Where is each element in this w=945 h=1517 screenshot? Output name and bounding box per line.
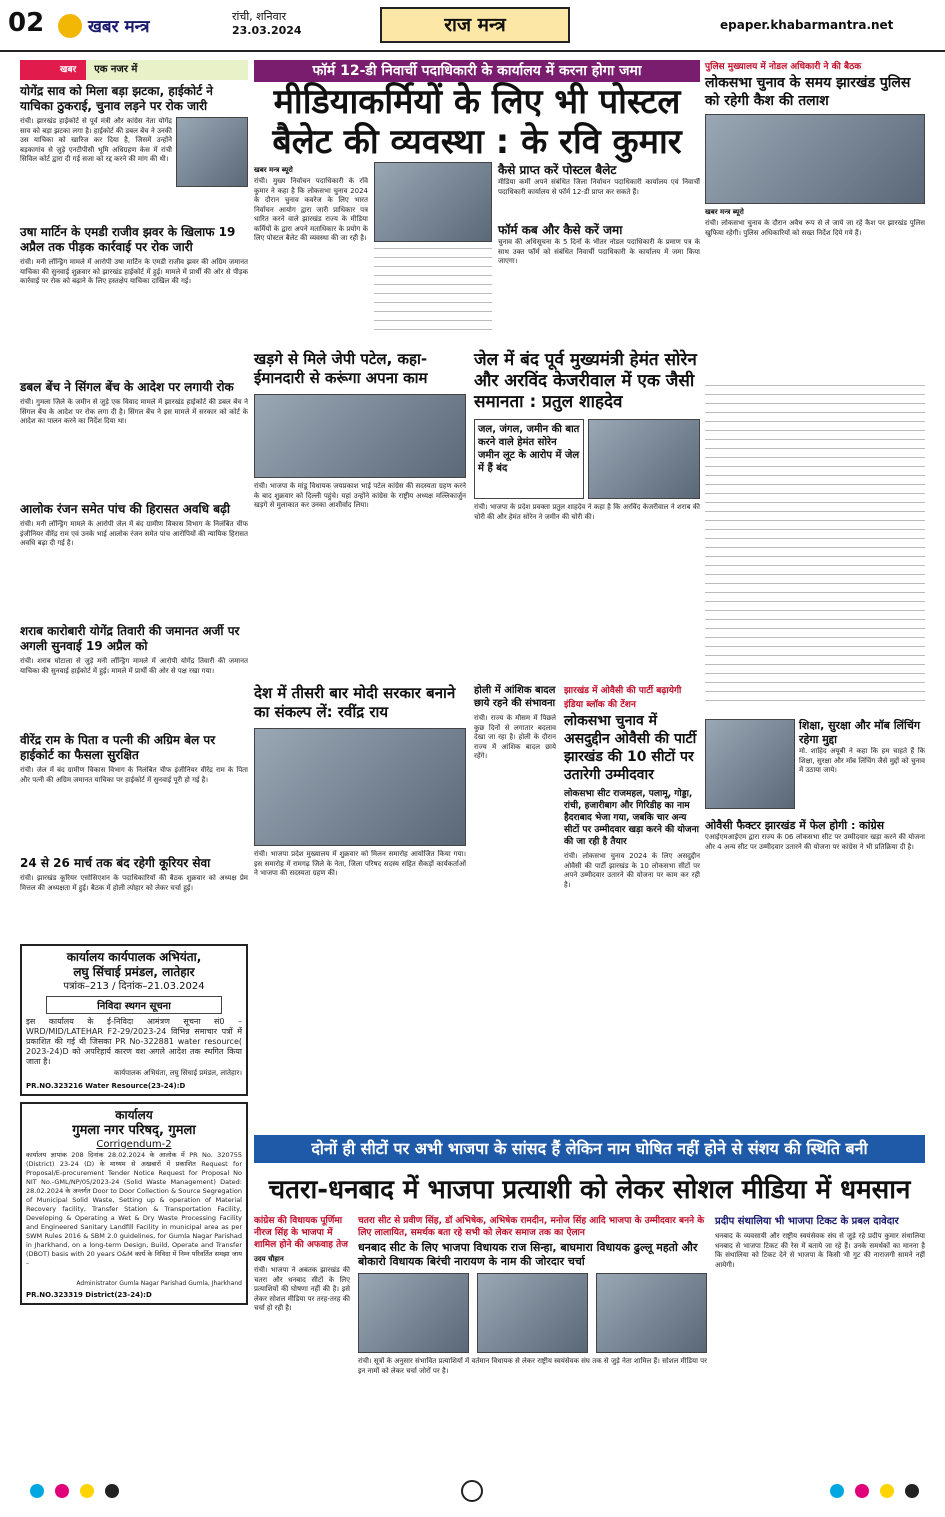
brief-text: रांची। जेल में बंद ग्रामीण विकास विभाग के निलंबित चीफ इंजीनियर वीरेंद्र राम के पिता और पत्नी की अग्रिम जमानत याचिका पर हाईकोर्ट में सुनवाई पूरी हो गई है। [20,766,248,784]
color-dot-icon [855,1484,869,1498]
story-strap: पुलिस मुख्यालय में नोडल अधिकारी ने की बैठक [705,62,862,72]
brief-text: रांची। मनी लॉन्ड्रिंग मामले के आरोपी जेल में बंद ग्रामीण विकास विभाग के निलंबित चीफ इंजीनियर वीरेंद्र राम एवं उनके भाई आलोक रंजन समेत पांच आरोपियों की न्यायिक हिरासत अवधि बढ़ा दी गई है। [20,520,248,547]
tag-brand: खबर [20,60,86,80]
lead-text: रांची। मुख्य निर्वाचन पदाधिकारी के रवि कुमार ने कहा है कि लोकसभा चुनाव 2024 के दौरान चुनाव कवरेज के लिए भारत निर्वाचन आयोग द्वारा जारी प्राधिकार पत्र धारित करने वाले झारखंड राज्य के मीडिया कर्मियों के द्वारा अपने मताधिकार के प्रयोग के लिए पोस्टल बैलेट की व्यवस्था की जा रही है। [254,177,368,242]
color-dot-icon [905,1484,919,1498]
ad-pr-number: PR.NO.323216 Water Resource(23-24):D [26,1081,186,1090]
story-headline: लोकसभा चुनाव में असदुद्दीन ओवैसी की पार्टी झारखंड की 10 सीटों पर उतारेगी उम्मीदवार [564,713,697,783]
story-text: मो. शाहिद अयूबी ने कहा कि हम चाहते हैं कि शिक्षा, सुरक्षा और मॉब लिंचिंग जैसे मुद्दों को चुनाव में उठाया जाये। [799,747,925,774]
color-dot-icon [880,1484,894,1498]
byline: उदय चौहान [254,1255,284,1263]
story-headline: जेल में बंद पूर्व मुख्यमंत्री हेमंत सोरेन और अरविंद केजरीवाल में एक जैसी समानता : प्रतुल शाहदेव [474,350,697,412]
story-text: रांची। भाजपा प्रदेश मुख्यालय में शुक्रवार को मिलन समारोह आयोजित किया गया। इस समारोह में रामगढ़ जिले के नेता, जिला परिषद सदस्य सहित सैकड़ों कार्यकर्ताओं ने भाजपा की सदस्यता ग्रहण की। [254,850,466,877]
masthead [0,0,945,52]
story-text: रांची। भाजपा के प्रदेश प्रवक्ता प्रतुल शाहदेव ने कहा है कि अरविंद केजरीवाल ने शराब की चोरी की और हेमंत सोरेन ने जमीन की चोरी की। [474,503,700,521]
officer-photo [374,162,492,242]
ad-body: इस कार्यालय के ई-निविदा आमंत्रण सूचना सं0 – WRD/MID/LATEHAR F2-29/2023-24 विभिन्न समाचार पत्रों में प्रकाशित की गई थी जिसका PR No-322881 water resource( 2023-24)D को अपरिहार्य कारण वश अगले आदेश तक स्थगित किया जाता है। [26,1017,242,1066]
bottom-story [254,1215,925,1467]
jp-patel-story [254,350,466,680]
candidate-photo [596,1273,707,1353]
brief-story [20,502,248,620]
ad-title: Corrigendum-2 [96,1138,172,1150]
corrigendum-ad [20,1102,248,1306]
news-brief-tag [20,60,248,80]
page-number: 02 [8,8,45,38]
color-dot-icon [30,1484,44,1498]
subhead-when-to-submit: फॉर्म कब और कैसे करें जमा [498,223,623,237]
color-dot-icon [55,1484,69,1498]
left-column [20,60,248,1470]
brief-headline: शराब कारोबारी योगेंद्र तिवारी की जमानत अर्जी पर अगली सुनवाई 19 अप्रैल को [20,624,240,653]
subhead-text: चुनाव की अधिसूचना के 5 दिनों के भीतर नोडल पदाधिकारी के प्रमाण पत्र के साथ उक्त फॉर्म को संबंधित निवार्ची पदाधिकारी के कार्यालय में जमा किया जाएगा। [498,238,700,265]
story-text: रांची। भाजपा ने अबतक झारखंड की चतरा और धनबाद सीटों के लिए प्रत्याशियों की घोषणा नहीं की है। इसे लेकर सोशल मीडिया पर तरह-तरह की चर्चा हो रही है। [254,1266,350,1312]
brief-story [20,624,248,729]
side-headline: कांग्रेस की विधायक पूर्णिमा नीरज सिंह के भाजपा में शामिल होने की अफवाह तेज [254,1216,348,1250]
subhead-how-to-get: कैसे प्राप्त करें पोस्टल बैलेट [498,163,617,177]
brief-story [20,225,248,376]
story-text: रांची। राज्य के मौसम में पिछले कुछ दिनों से लगातार बदलाव देखा जा रहा है। होली के दौरान राज्य में आंशिक बादल छाये रहेंगे। [474,714,556,760]
registration-mark-icon [461,1480,483,1502]
police-meeting-photo [705,114,925,204]
brief-story [20,84,248,221]
lead-story [254,162,700,342]
dateline [232,10,302,38]
story-headline: शिक्षा, सुरक्षा और मॉब लिंचिंग रहेगा मुद्दा [799,719,921,746]
owaisi-photo [705,719,795,809]
spokesperson-photo [588,419,700,499]
weather-story [474,684,556,1144]
color-dot-icon [830,1484,844,1498]
story-quote: लोकसभा सीट राजमहल, पलामू, गोड्डा, रांची, हजारीबाग और गिरिडीह का नाम हैदराबाद भेजा गया, जबकि चार अन्य सीटों पर उम्मीदवार खड़ा करने की योजना की जा रही है तैयार [564,789,699,847]
pratul-story [474,350,700,680]
issue-date: 23.03.2024 [232,24,302,37]
story-headline: लोकसभा चुनाव के समय झारखंड पुलिस को रहेगी कैश की तलाश [705,75,911,109]
ad-letter: पत्रांक–213 / दिनांक–21.03.2024 [63,981,205,992]
brief-text: रांची। मनी लॉन्ड्रिंग मामले में आरोपी उषा मार्टिन के एमडी राजीव झवर की अग्रिम जमानत याचिका की सुनवाई शुक्रवार को झारखंड हाईकोर्ट में हुई। मामले में प्रार्थी की ओर से पीड़क कार्रवाई पर रोक को बढ़ाने के लिए हस्तक्षेप याचिका दाखिल की गई। [20,258,248,285]
lead-headline-line2: बैलेट की व्यवस्था : के रवि कुमार [272,122,682,162]
story-text: रांची। सूत्रों के अनुसार संभावित प्रत्याशियों में वर्तमान विधायक से लेकर राष्ट्रीय स्वयंसेवक संघ तक से जुड़े नेता शामिल हैं। सोशल मीडिया पर इन नामों को लेकर चर्चा जोरों पर है। [358,1357,707,1375]
color-dot-icon [80,1484,94,1498]
person-photo [176,117,248,187]
brief-story [20,733,248,852]
brief-story [20,856,248,938]
right-headline: प्रदीप संथालिया भी भाजपा टिकट के प्रबल दावेदार [715,1216,899,1227]
ad-office: कार्यालय [115,1107,153,1122]
ad-dept: लघु सिंचाई प्रमंडल, लातेहार [73,965,195,979]
lower-row [254,684,700,1144]
epaper-link[interactable]: epaper.khabarmantra.net [720,18,894,32]
owaisi-story [564,684,700,1144]
center-subhead: धनबाद सीट के लिए भाजपा विधायक राज सिन्हा, बाघमारा विधायक ढुल्लू महतो और बोकारो विधायक बिरंची नारायण के नाम की जोरदार चर्चा [358,1241,698,1268]
city-day: रांची, शनिवार [232,10,287,23]
ad-dept: गुमला नगर परिषद्, गुमला [72,1122,196,1138]
byline: खबर मन्त्र ब्यूरो [705,208,744,216]
story-quote: जल, जंगल, जमीन की बात करने वाले हेमंत सोरेन जमीन लूट के आरोप में जेल में हैं बंद [474,419,584,499]
bottom-strap: दोनों ही सीटों पर अभी भाजपा के सांसद हैं लेकिन नाम घोषित नहीं होने से संशय की स्थिति बनी [254,1135,925,1163]
ravindra-story [254,684,466,1144]
meeting-photo [254,394,466,478]
story-headline: खड़गे से मिले जेपी पटेल, कहा- ईमानदारी से करूंगा अपना काम [254,350,428,387]
brief-headline: डबल बेंच ने सिंगल बेंच के आदेश पर लगायी रोक [20,380,234,394]
ad-sign: कार्यपालक अभियंता, लघु सिंचाई प्रमंडल, लातेहार। [113,1069,242,1077]
lead-strap: फॉर्म 12-डी निवार्ची पदाधिकारी के कार्यालय में करना होगा जमा [254,60,700,82]
story-text: धनबाद के व्यवसायी और राष्ट्रीय स्वयंसेवक संघ से जुड़े रहे प्रदीप कुमार संथालिया धनबाद से भाजपा टिकट की रेस में बताये जा रहे हैं। उनके समर्थकों का मानना है कि संथालिया को टिकट देने से भाजपा के किसी भी गुट की नाराजगी सामने नहीं आयेगी। [715,1232,925,1269]
ad-notice: निविदा स्थगन सूचना [46,996,222,1014]
lead-headline-line1: मीडियाकर्मियों के लिए भी पोस्टल [273,82,681,122]
story-text: रांची। लोकसभा चुनाव के दौरान अवैध रूप से ले जाये जा रहे कैश पर झारखंड पुलिस खुफिया रहेगी। पुलिस अधिकारियों को सख्त निर्देश दिये गये हैं। [705,219,925,237]
ad-body: कार्यालय ज्ञापांक 208 दिनांक 28.02.2024 के आलोक में PR No. 320755 (District) 23-24 (D) के माध्यम से अखबारों में प्रकाशित Request for Proposal/E-procurement Tender Notice Request for Proposal No NIT No.-GML/NP/05/2023-24 (Solid Waste Management) Dated: 28.02.2024 के अन्तर्गत Door to Door Collection & Source Segregation of Municipal Solid Waste, Setting up & operation of Material Recovery facility, Transfer Station & Transportation Facility, Developing & Operating a Wet & Dry Waste Processing Facility and Engineered Sanitary Landfill Facility in municipal area as per SWM Rules 2016 & SBM 2.0 guidelines, for Gumla Nagar Parishad in Jharkhand, on a long-term Design, Build, Operate and Transfer (DBOT) basis with 20 years O&M कार्य के निविदा में निम्न परिवर्तित समझा जाय – [26,1150,242,1267]
brief-headline: उषा मार्टिन के एमडी राजीव झवर के खिलाफ 19 अप्रैल तक पीड़क कार्रवाई पर रोक जारी [20,225,236,254]
brief-headline: आलोक रंजन समेत पांच की हिरासत अवधि बढ़ी [20,502,230,516]
subhead-text: मीडिया कर्मी अपने संबंधित जिला निर्वाचन पदाधिकारी कार्यालय एवं निवार्ची पदाधिकारी कार्यालय से फॉर्म 12-डी प्राप्त कर सकते हैं। [498,178,700,196]
story-headline: होली में आंशिक बादल छाये रहने की संभावना [474,685,556,709]
brief-text: रांची। झारखंड कूरियर एसोसिएशन के पदाधिकारियों की बैठक शुक्रवार को अध्यक्ष प्रेम मित्तल की अध्यक्षता में हुई। बैठक में होली त्योहार को लेकर चर्चा हुई। [20,874,248,892]
center-strap: चतरा सीट से प्रवीण सिंह, डॉ अभिषेक, अभिषेक रामदीन, मनोज सिंह आदि भाजपा के उम्मीदवार बनने के लिए लालायित, समर्थक बता रहे सभी को लेकर समाज तक का ऐलान [358,1216,705,1238]
story-text: एआईएमआईएम द्वारा राज्य के 06 लोकसभा सीट पर उम्मीदवार खड़ा करने की योजना और 4 अन्य सीट पर उम्मीदवार उतारने की योजना पर कांग्रेस ने भी प्रतिक्रिया दी है। [705,833,925,851]
brief-text: रांची। झारखंड हाईकोर्ट से पूर्व मंत्री और कांग्रेस नेता योगेंद्र साव को बड़ा झटका लगा है। हाईकोर्ट की डबल बेंच ने उनकी उस याचिका को खारिज कर दिया है, जिसमें उन्होंने बड़कागांव से जुड़े एनटीपीसी भूमि अधिग्रहण केस में रांची सिविल कोर्ट द्वारा दी गई सजा को रद्द करने की मांग की थी। [20,117,172,163]
brief-text: रांची। गुमला जिले के जमीन से जुड़े एक विवाद मामले में झारखंड हाईकोर्ट की डबल बेंच ने सिंगल बेंच के आदेश पर रोक लगा दी है। सिंगल बेंच ने इस मामले में सरकार को कोर्ट के आदेश का पालन करने का निर्देश दिया था। [20,398,248,425]
story-strap: झारखंड में ओवैसी की पार्टी बढ़ायेगी इंडिया ब्लॉक की टेंशन [564,686,682,710]
candidate-photo [477,1273,588,1353]
ad-sign: Administrator Gumla Nagar Parishad Gumla, Jharkhand [76,1279,242,1287]
tender-notice-ad [20,944,248,1096]
ad-office: कार्यालय कार्यपालक अभियंता, [66,950,202,964]
brief-text: रांची। शराब घोटाला से जुड़े मनी लॉन्ड्रिंग मामले में आरोपी योगेंद्र तिवारी की जमानत याचिका की सुनवाई हाईकोर्ट में हुई। मामले में प्रार्थी की ओर से पक्ष रखा गया। [20,657,248,675]
group-photo [254,728,466,846]
bottom-headline: चतरा-धनबाद में भाजपा प्रत्याशी को लेकर सोशल मीडिया में धमसान [268,1175,911,1205]
tag-label: एक नजर में [94,64,138,75]
story-headline: ओवैसी फैक्टर झारखंड में फेल होगी : कांग्रेस [705,819,885,832]
brief-headline: योगेंद्र साव को मिला बड़ा झटका, हाईकोर्ट ने याचिका ठुकराई, चुनाव लड़ने पर रोक जारी [20,84,213,113]
byline: खबर मन्त्र ब्यूरो [254,166,293,174]
body-text-lines [705,385,925,705]
section-title: राज मन्त्र [380,7,570,43]
brief-headline: वीरेंद्र राम के पिता व पत्नी की अग्रिम बेल पर हाईकोर्ट का फैसला सुरक्षित [20,733,216,762]
brief-story [20,380,248,498]
story-text: रांची। भाजपा के मांडू विधायक जयप्रकाश भाई पटेल कांग्रेस की सदस्यता ग्रहण करने के बाद शुक्रवार को दिल्ली पहुंचे। यहां उन्होंने कांग्रेस के राष्ट्रीय अध्यक्ष मल्लिकार्जुन खड़गे से मुलाकात कर उनका आशीर्वाद लिया। [254,482,466,509]
color-dot-icon [105,1484,119,1498]
brand-logo-icon [58,14,82,38]
brand-name: खबर मन्त्र [88,17,150,37]
print-marks [0,1474,945,1517]
brief-headline: 24 से 26 मार्च तक बंद रहेगी कूरियर सेवा [20,856,211,870]
story-text: रांची। लोकसभा चुनाव 2024 के लिए असदुद्दीन ओवैसी की पार्टी झारखंड के 10 लोकसभा सीटों पर अपने उम्मीदवार उतारने की योजना पर काम कर रही है। [564,852,700,889]
ad-pr-number: PR.NO.323319 District(23-24):D [26,1291,152,1299]
middle-row [254,350,700,680]
candidate-photo [358,1273,469,1353]
story-headline: देश में तीसरी बार मोदी सरकार बनाने का संकल्प लें: रवींद्र राय [254,684,456,721]
body-text-lines [374,248,492,332]
